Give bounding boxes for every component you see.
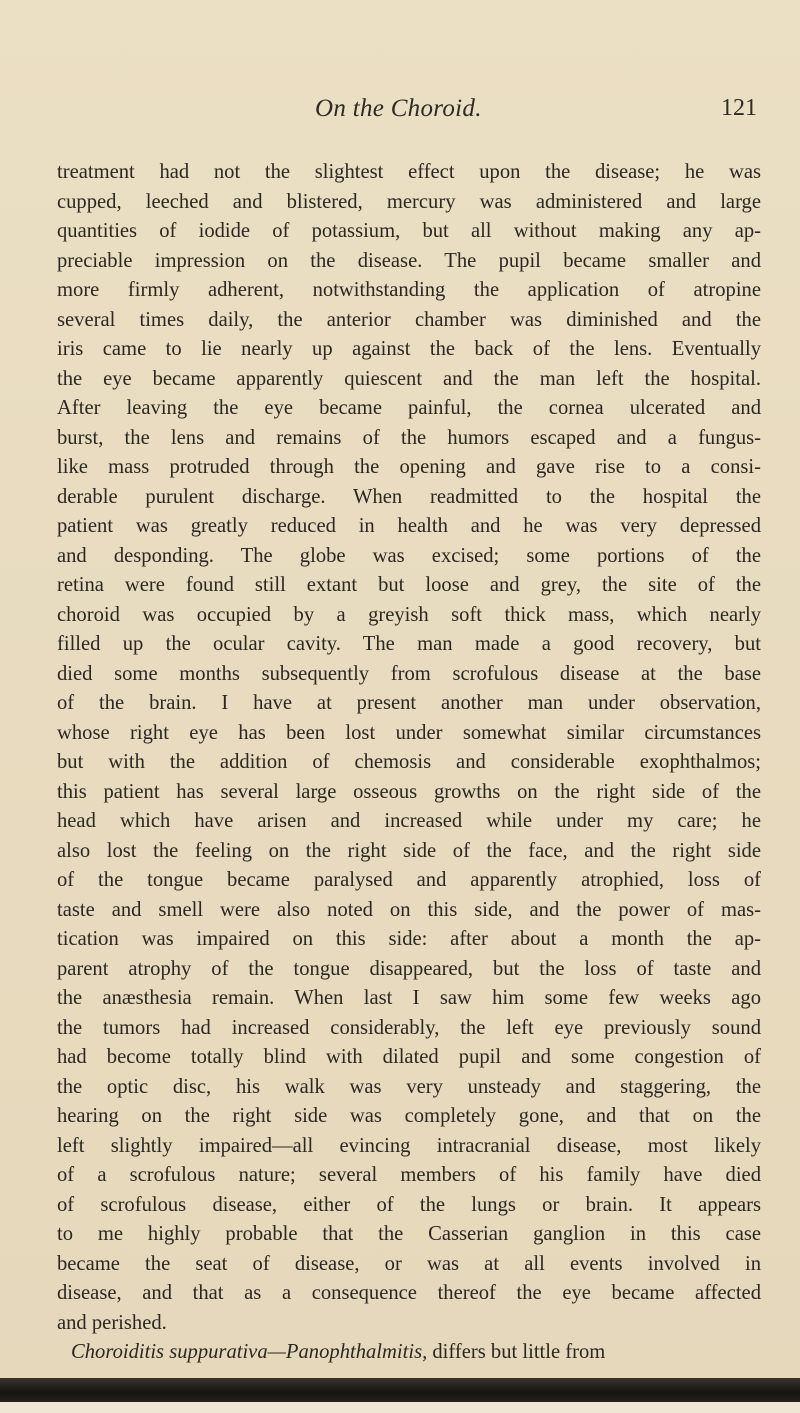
text-line: of the tongue became paralysed and apparently atrophied, loss of bbox=[57, 869, 761, 891]
text-line: became the seat of disease, or was at all events involved in bbox=[57, 1252, 761, 1275]
text-line: tication was impaired on this side: after about a month the ap- bbox=[57, 928, 761, 950]
text-line: the tumors had increased considerably, the left eye previously sound bbox=[57, 1016, 761, 1039]
text-line: but with the addition of chemosis and considerable exophthalmos; bbox=[57, 751, 761, 773]
text-line: several times daily, the anterior chamber was diminished and the bbox=[57, 308, 761, 331]
text-line: and desponding. The globe was excised; some portions of the bbox=[57, 544, 761, 567]
text-line: more firmly adherent, notwithstanding the application of atropine bbox=[57, 279, 761, 301]
text-line: choroid was occupied by a greyish soft thick mass, which nearly bbox=[57, 603, 761, 626]
section-heading-italic: Choroiditis suppurativa—Panophthalmitis, bbox=[71, 1341, 428, 1363]
page-number: 121 bbox=[721, 95, 757, 121]
section-lead-line bbox=[57, 1338, 761, 1368]
text-line: left slightly impaired—all evincing intracranial disease, most likely bbox=[57, 1134, 761, 1157]
text-line: the anæsthesia remain. When last I saw him some few weeks ago bbox=[57, 987, 761, 1009]
text-line: burst, the lens and remains of the humors escaped and a fungus- bbox=[57, 426, 761, 449]
text-line: After leaving the eye became painful, the cornea ulcerated and bbox=[57, 397, 761, 419]
running-head-title: On the Choroid. bbox=[315, 95, 482, 122]
text-line: preciable impression on the disease. The pupil became smaller and bbox=[57, 249, 761, 272]
text-line: treatment had not the slightest effect upon the disease; he was bbox=[57, 161, 761, 183]
section-lead-text: differs but little from bbox=[427, 1341, 606, 1363]
text-line: died some months subsequently from scrofulous disease at the base bbox=[57, 662, 761, 685]
text-line: of scrofulous disease, either of the lungs or brain. It appears bbox=[57, 1193, 761, 1216]
text-line: filled up the ocular cavity. The man made a good recovery, but bbox=[57, 633, 761, 655]
text-line: of a scrofulous nature; several members of his family have died bbox=[57, 1164, 761, 1186]
page-bottom-margin bbox=[0, 1402, 800, 1413]
text-line: to me highly probable that the Casserian ganglion in this case bbox=[57, 1223, 761, 1245]
text-line: patient was greatly reduced in health and he was very depressed bbox=[57, 515, 761, 537]
text-line: this patient has several large osseous growths on the right side of the bbox=[57, 780, 761, 803]
text-line: of the brain. I have at present another man under observation, bbox=[57, 692, 761, 714]
text-line: head which have arisen and increased while under my care; he bbox=[57, 810, 761, 832]
running-head bbox=[0, 95, 800, 135]
text-line: and perished. bbox=[57, 1311, 167, 1334]
text-line: also lost the feeling on the right side of the face, and the right side bbox=[57, 839, 761, 862]
text-line: derable purulent discharge. When readmitted to the hospital the bbox=[57, 485, 761, 508]
text-line: retina were found still extant but loose and grey, the site of the bbox=[57, 574, 761, 596]
text-line: cupped, leeched and blistered, mercury was administered and large bbox=[57, 190, 761, 213]
text-line: like mass protruded through the opening and gave rise to a consi- bbox=[57, 456, 761, 478]
text-line: disease, and that as a consequence thereof the eye became affected bbox=[57, 1282, 761, 1304]
text-line: iris came to lie nearly up against the back of the lens. Eventually bbox=[57, 338, 761, 360]
text-line: the optic disc, his walk was very unsteady and staggering, the bbox=[57, 1075, 761, 1098]
text-line: taste and smell were also noted on this side, and the power of mas- bbox=[57, 898, 761, 921]
text-line: parent atrophy of the tongue disappeared, but the loss of taste and bbox=[57, 957, 761, 980]
text-line: quantities of iodide of potassium, but all without making any ap- bbox=[57, 220, 761, 242]
text-line: had become totally blind with dilated pupil and some congestion of bbox=[57, 1046, 761, 1068]
body-text bbox=[57, 158, 761, 1368]
text-line: hearing on the right side was completely gone, and that on the bbox=[57, 1105, 761, 1127]
text-line: the eye became apparently quiescent and the man left the hospital. bbox=[57, 367, 761, 390]
page-bottom-edge-shadow bbox=[0, 1378, 800, 1402]
text-line: whose right eye has been lost under somewhat similar circumstances bbox=[57, 721, 761, 744]
